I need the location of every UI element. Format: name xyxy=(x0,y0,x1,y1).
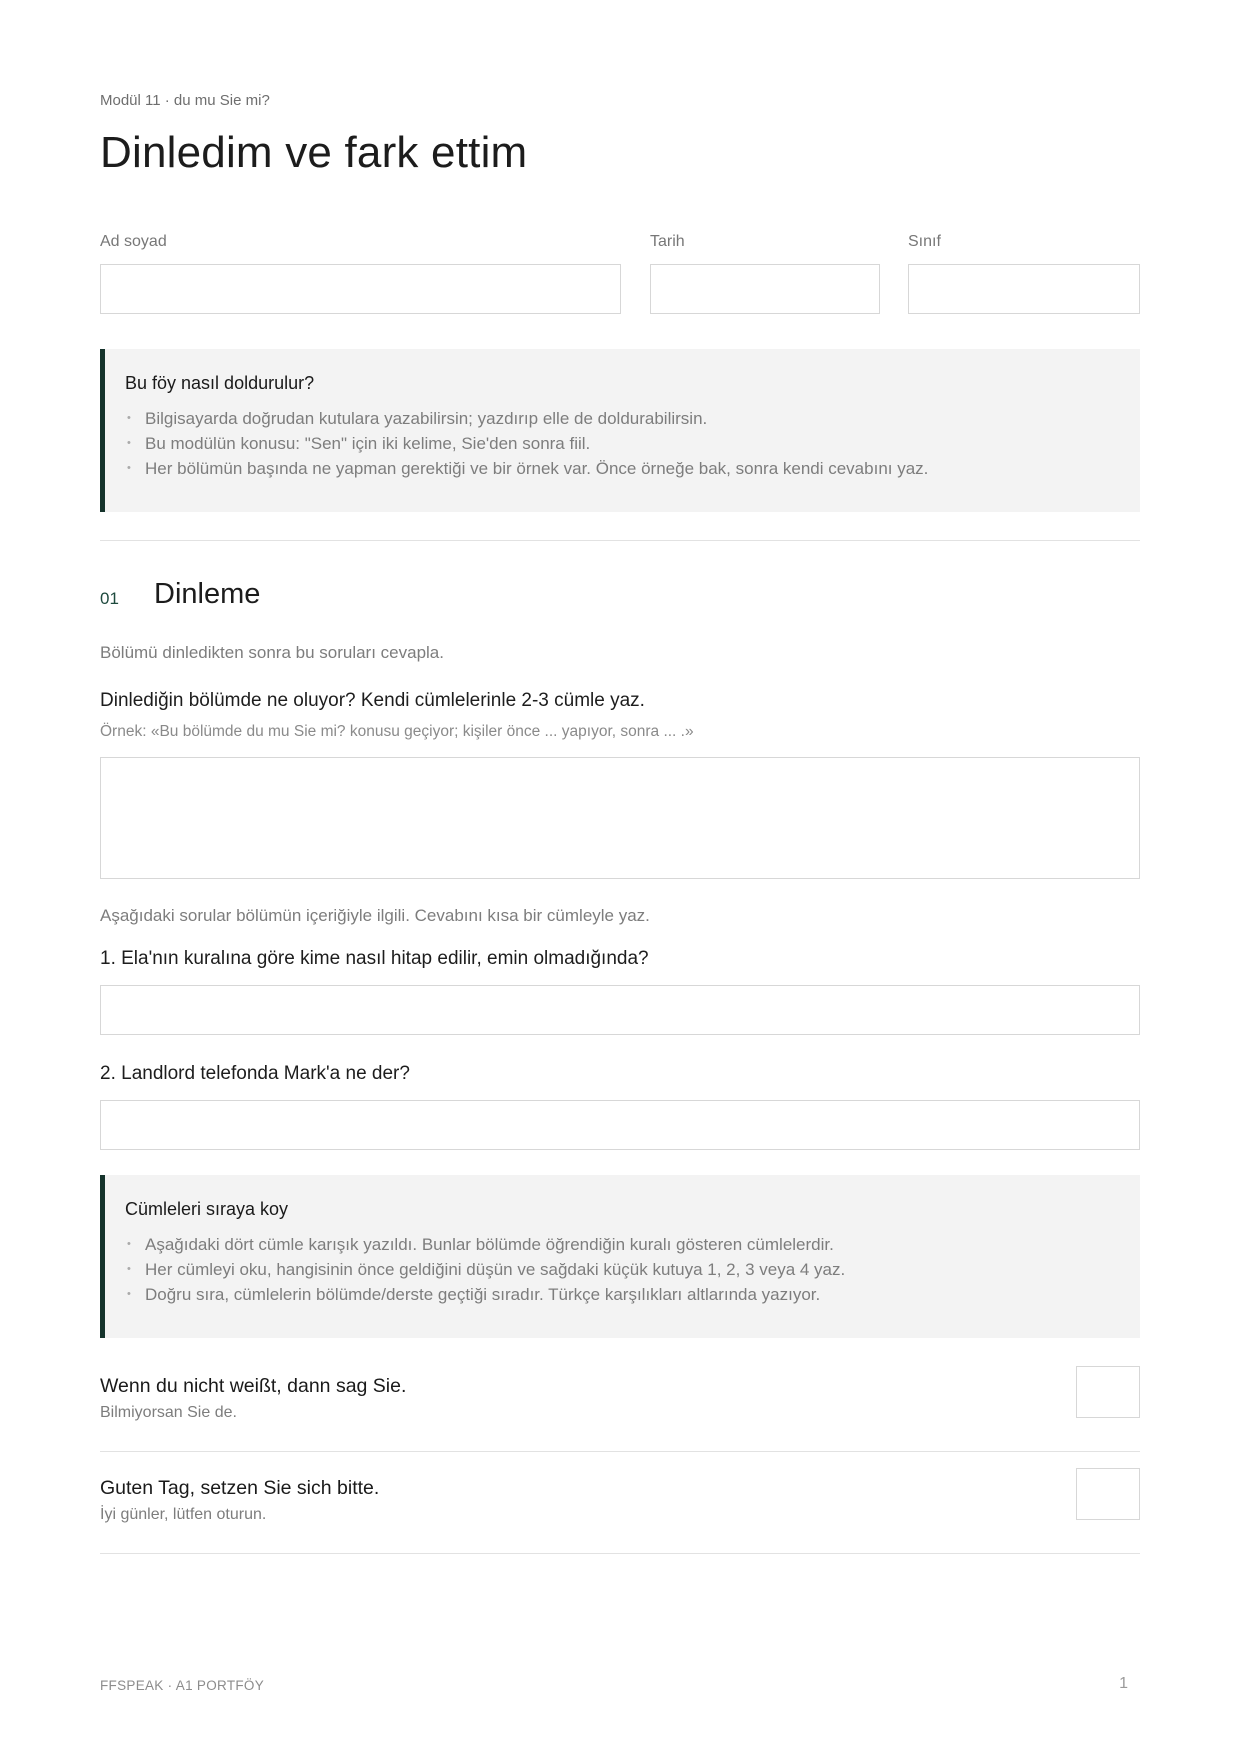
ordering-item: • Aşağıdaki dört cümle karışık yazıldı. Bunlar bölümde öğrendiğin kuralı gösteren cümlelerdir. xyxy=(125,1232,1116,1257)
class-label: Sınıf xyxy=(908,233,941,250)
answer-2-field[interactable] xyxy=(100,1100,1140,1150)
order-number-box[interactable] xyxy=(1076,1366,1140,1418)
row-divider xyxy=(100,1451,1140,1452)
ordering-item: • Doğru sıra, cümlelerin bölümde/derste geçtiği sıradır. Türkçe karşılıkları altlarında yazıyor. xyxy=(125,1282,1116,1307)
footer-brand: FFSPEAK · A1 PORTFÖY xyxy=(100,1678,265,1693)
instructions-item: • Bilgisayarda doğrudan kutulara yazabilirsin; yazdırıp elle de doldurabilirsin. xyxy=(125,406,1116,431)
row-divider xyxy=(100,1553,1140,1554)
instructions-title: Bu föy nasıl doldurulur? xyxy=(125,373,315,393)
summary-example: Örnek: «Bu bölümde du mu Sie mi? konusu geçiyor; kişiler önce ... yapıyor, sonra ... .» xyxy=(100,723,694,740)
summary-question: Dinlediğin bölümde ne oluyor? Kendi cümlelerinle 2-3 cümle yaz. xyxy=(100,690,645,711)
instructions-note xyxy=(100,349,1140,512)
order-sentence-tr: İyi günler, lütfen oturun. xyxy=(100,1506,267,1523)
section-intro: Bölümü dinledikten sonra bu soruları cevapla. xyxy=(100,643,444,662)
content-intro: Aşağıdaki sorular bölümün içeriğiyle ilgili. Cevabını kısa bir cümleyle yaz. xyxy=(100,906,650,925)
date-label: Tarih xyxy=(650,233,685,250)
order-sentence-de: Guten Tag, setzen Sie sich bitte. xyxy=(100,1477,380,1499)
section-divider xyxy=(100,540,1140,541)
page-number: 1 xyxy=(1119,1675,1128,1692)
question-1: 1. Ela'nın kuralına göre kime nasıl hitap edilir, emin olmadığında? xyxy=(100,948,649,969)
name-field[interactable] xyxy=(100,264,621,314)
module-eyebrow: Modül 11 · du mu Sie mi? xyxy=(100,92,270,109)
ordering-note xyxy=(100,1175,1140,1338)
order-sentence-tr: Bilmiyorsan Sie de. xyxy=(100,1404,237,1421)
question-2: 2. Landlord telefonda Mark'a ne der? xyxy=(100,1063,410,1084)
answer-1-field[interactable] xyxy=(100,985,1140,1035)
section-title: Dinleme xyxy=(154,578,261,610)
ordering-title: Cümleleri sıraya koy xyxy=(125,1199,289,1219)
ordering-list xyxy=(125,1232,1116,1307)
order-sentence-de: Wenn du nicht weißt, dann sag Sie. xyxy=(100,1375,407,1397)
section-number: 01 xyxy=(100,589,119,608)
order-number-box[interactable] xyxy=(1076,1468,1140,1520)
page-title: Dinledim ve fark ettim xyxy=(100,128,528,177)
ordering-item: • Her cümleyi oku, hangisinin önce geldiğini düşün ve sağdaki küçük kutuya 1, 2, 3 veya 4 yaz. xyxy=(125,1257,1116,1282)
instructions-item: • Her bölümün başında ne yapman gerektiği ve bir örnek var. Önce örneğe bak, sonra kendi cevabını yaz. xyxy=(125,456,1116,481)
instructions-list xyxy=(125,406,1116,481)
summary-answer-field[interactable] xyxy=(100,757,1140,879)
class-field[interactable] xyxy=(908,264,1140,314)
date-field[interactable] xyxy=(650,264,880,314)
instructions-item: • Bu modülün konusu: "Sen" için iki kelime, Sie'den sonra fiil. xyxy=(125,431,1116,456)
name-label: Ad soyad xyxy=(100,233,167,250)
